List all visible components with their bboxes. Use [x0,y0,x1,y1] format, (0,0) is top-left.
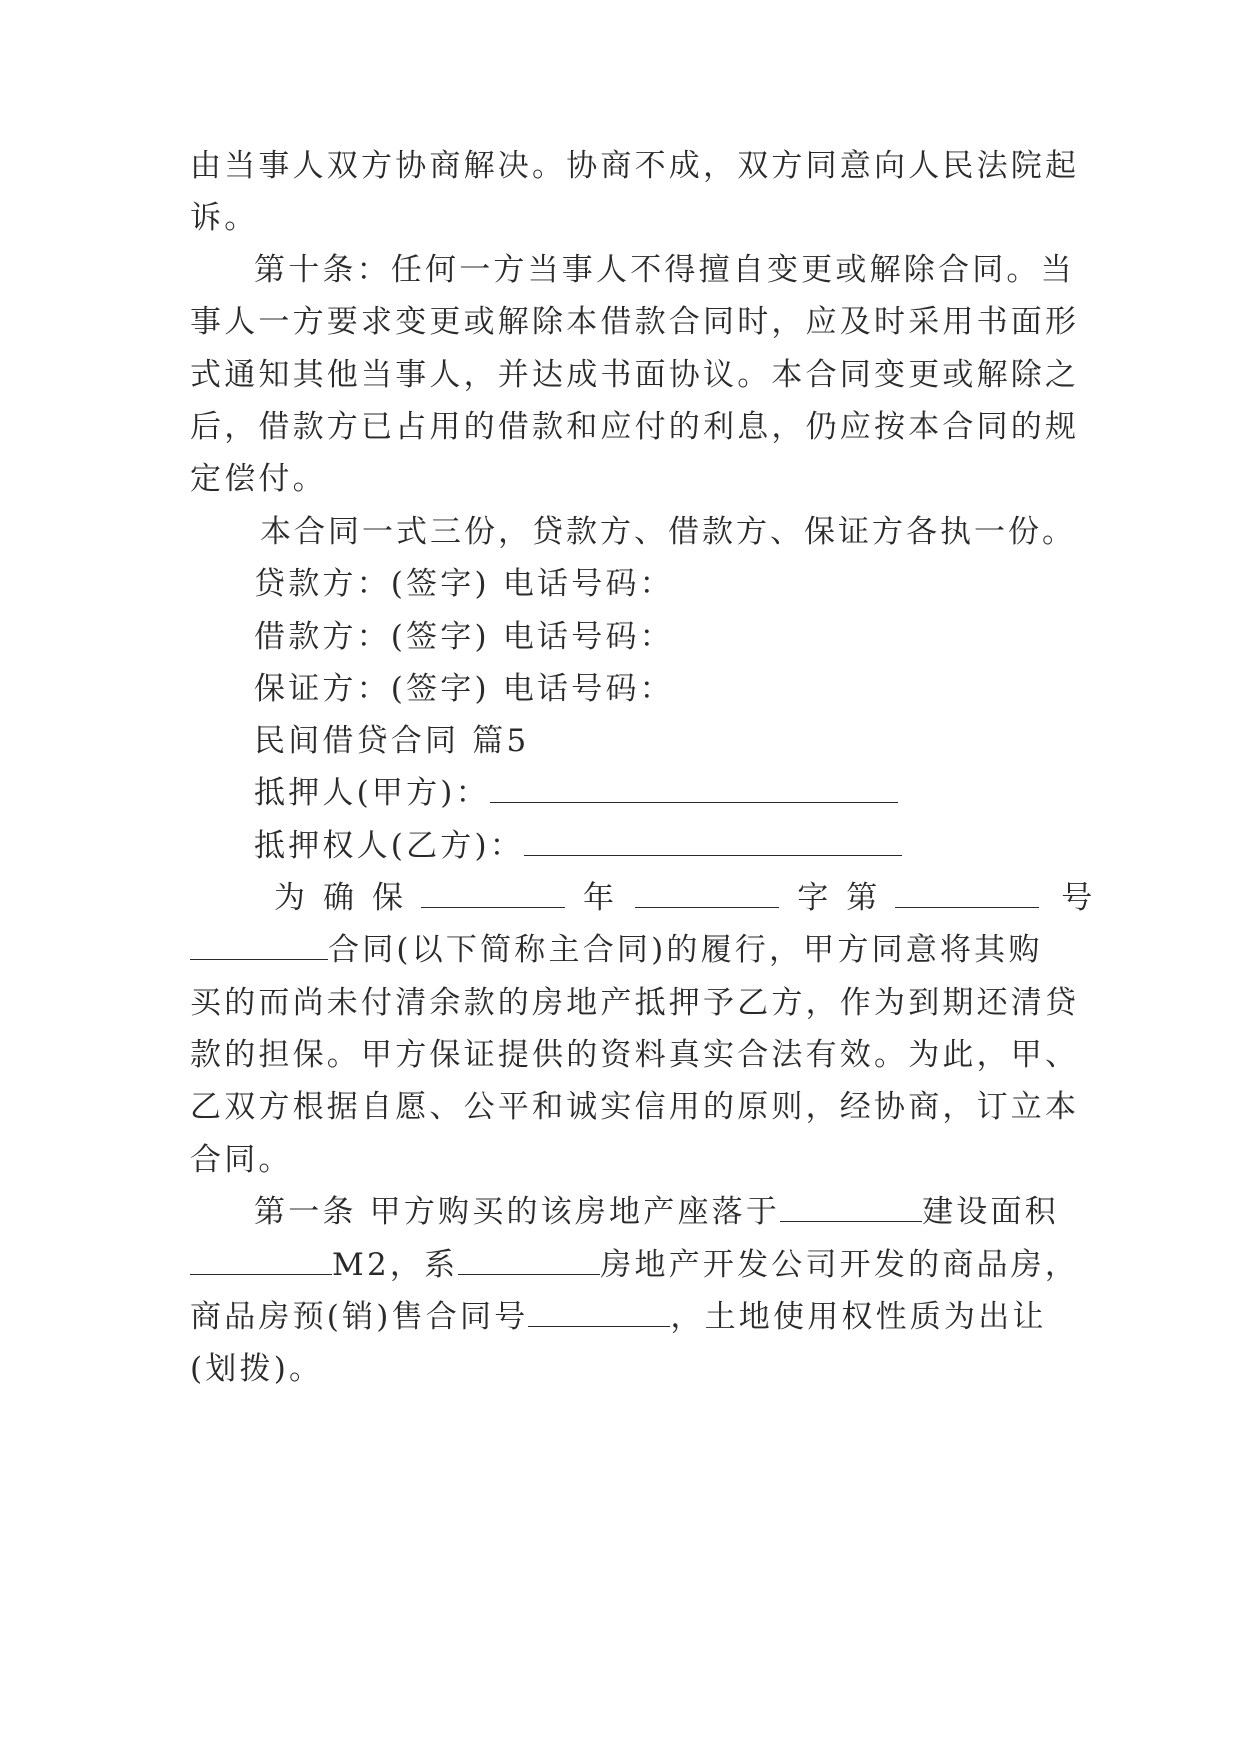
article1-line-2-a: M2，系 [332,1247,459,1283]
copies-statement: 本合同一式三份，贷款方、借款方、保证方各执一份。 [260,514,1076,550]
article1-line-3-a: 商品房预(销)售合同号 [190,1299,529,1335]
preamble-line-5: 乙双方根据自愿、公平和诚实信用的原则，经协商，订立本 [190,1089,1080,1125]
article1-line-2 [190,1245,1079,1285]
preamble-word-2: 年 [583,880,618,916]
article1-line-3-b: ，土地使用权性质为出让 [670,1299,1047,1335]
preamble-word-1: 为确保 [274,880,421,916]
preamble-line-4: 款的担保。甲方保证提供的资料真实合法有效。为此，甲、 [190,1037,1080,1073]
mortgagee-line [254,826,902,866]
preamble-blank-2 [635,879,779,908]
lender-signature-line: 贷款方：(签字) 电话号码： [254,566,674,602]
dispute-line-2: 诉。 [190,200,259,236]
article1-blank-4 [528,1298,670,1327]
borrower-signature-line: 借款方：(签字) 电话号码： [254,619,674,655]
article1-line-2-b: 房地产开发公司开发的商品房， [600,1247,1080,1283]
preamble-line-6: 合同。 [190,1142,293,1178]
mortgagee-blank [524,827,902,856]
article10-line-1: 第十条：任何一方当事人不得擅自变更或解除合同。当 [254,252,1075,288]
preamble-line-3: 买的而尚未付清余款的房地产抵押予乙方，作为到期还清贷 [190,985,1080,1021]
preamble-line-2-text: 合同(以下简称主合同)的履行，甲方同意将其购 [328,932,1043,968]
article10-line-4: 后，借款方已占用的借款和应付的利息，仍应按本合同的规 [190,409,1080,445]
preamble-word-4: 号 [1061,880,1096,916]
article1-line-3 [190,1297,1047,1337]
article10-line-2: 事人一方要求变更或解除本借款合同时，应及时采用书面形 [190,304,1080,340]
guarantor-signature-line: 保证方：(签字) 电话号码： [254,671,674,707]
dispute-line-1: 由当事人双方协商解决。协商不成，双方同意向人民法院起 [190,148,1080,184]
preamble-blank-4 [190,931,328,960]
article10-line-5: 定偿付。 [190,461,327,497]
preamble-line-2 [190,930,1043,970]
article1-line-4: (划拨)。 [190,1351,324,1387]
section-title: 民间借贷合同 篇5 [254,723,530,759]
article1-line-1-text: 第一条 甲方购买的该房地产座落于 [254,1194,781,1230]
article1-blank-3 [458,1246,600,1275]
mortgagor-label: 抵押人(甲方)： [254,775,490,811]
article1-blank-1 [780,1193,922,1222]
mortgagor-line [254,773,898,813]
preamble-blank-3 [895,879,1039,908]
article1-line-1-end: 建设面积 [922,1194,1059,1230]
mortgagee-label: 抵押权人(乙方)： [254,828,524,864]
preamble-blank-1 [421,879,565,908]
preamble-word-3: 字第 [797,880,896,916]
preamble-line-1 [274,878,1095,918]
article1-blank-2 [190,1246,332,1275]
article1-line-1 [254,1192,1059,1232]
article10-line-3: 式通知其他当事人，并达成书面协议。本合同变更或解除之 [190,357,1080,393]
mortgagor-blank [490,774,898,803]
